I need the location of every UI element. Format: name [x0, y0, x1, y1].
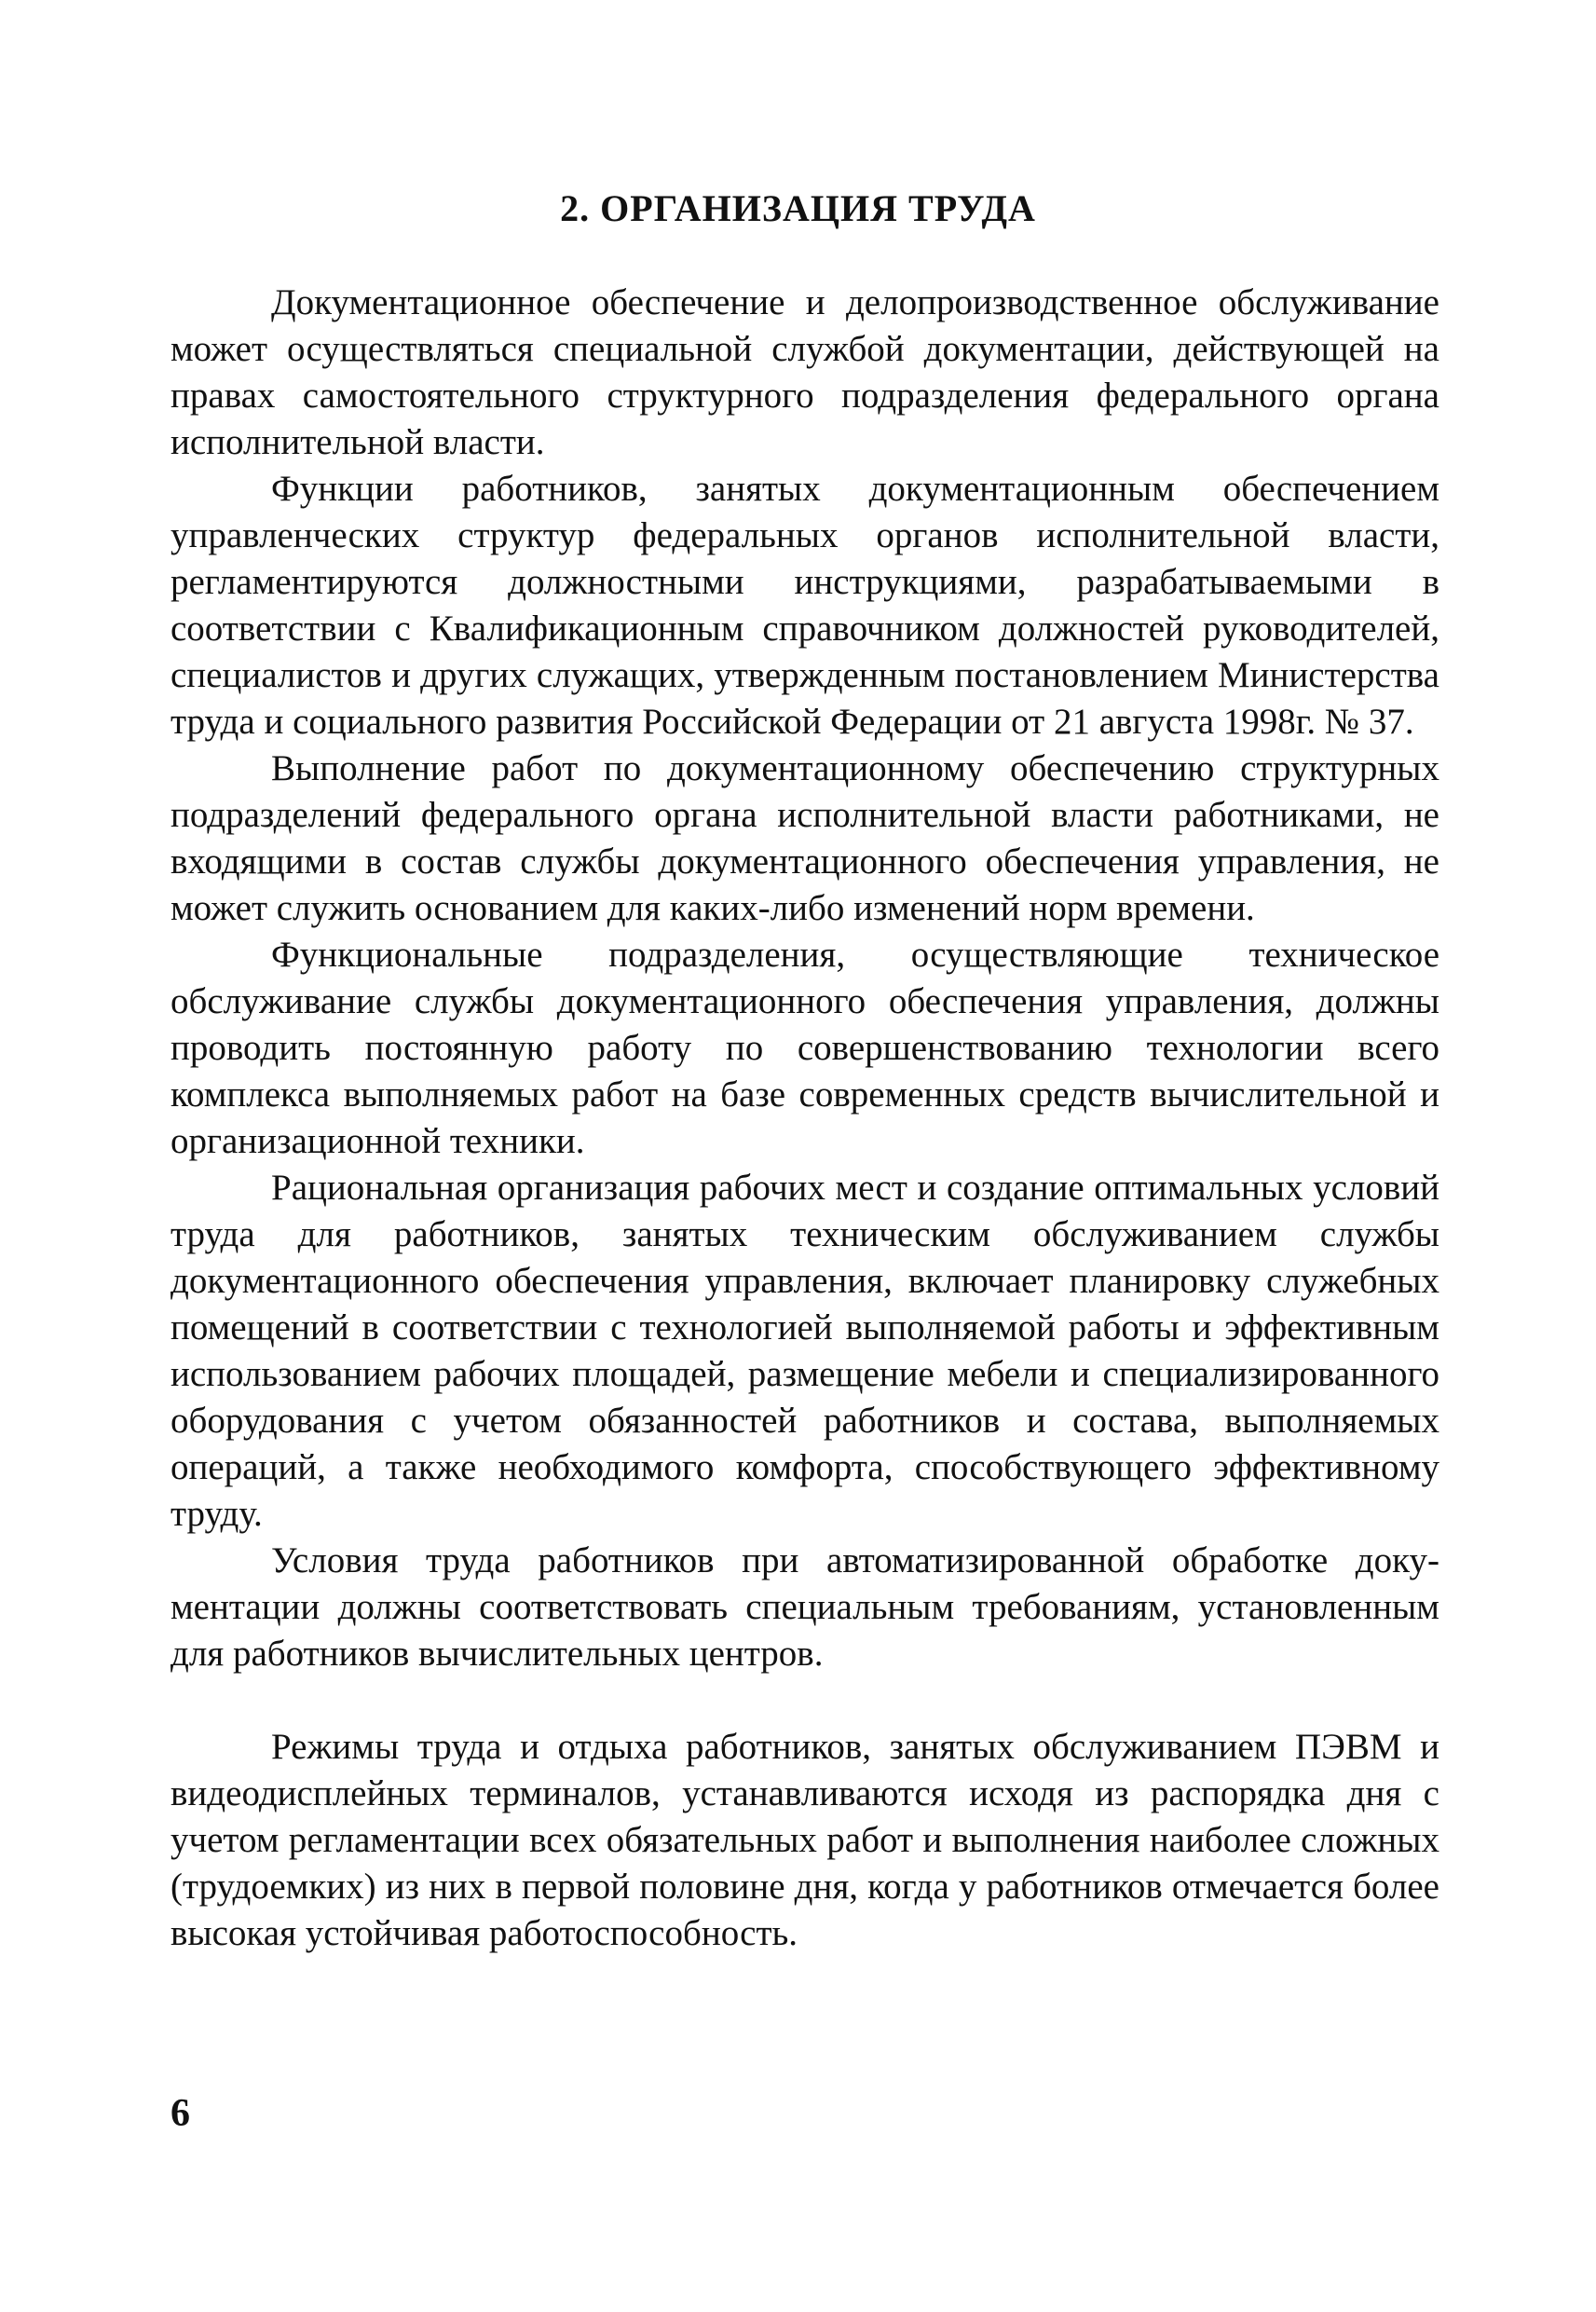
paragraph-functional-units: Функциональные подразделения, осуществляющие техническое обслуживание службы документационного обеспечения управления, должны проводить постоянную работу по совершенствованию технологии всего комплекса выполняемых работ на базе современных средств вычислительной и организационной техники. — [171, 935, 1439, 1161]
paragraph-workplace-organization: Рациональная организация рабочих мест и создание оптимальных условий труда для работников, занятых техническим обслуживанием службы документационного обеспечения управления, включает планировку служебных помещений в соответствии с технологией выполняемой работы и эффективным использованием рабочих площадей, размещение мебели и специализированного оборудования с учетом обязанностей работников и состава, выполняемых операций, а также необходимого комфорта, способствующего эффективному труду. — [171, 1168, 1439, 1534]
paragraph-automated-processing: Условия труда работников при автоматизированной обработке документации должны соответствовать специальным требованиям, установленным для работников вычислительных центров. — [171, 1540, 1439, 1674]
paragraph-spacer — [171, 1677, 1439, 1724]
body-text — [171, 280, 1439, 1957]
paragraph-documentation-service: Документационное обеспечение и делопроизводственное обслуживание может осуществляться специальной службой документации, действующей на правах самостоятельного структурного подразделения федерального органа исполнительной власти. — [171, 282, 1439, 462]
paragraph-work-rest-regime: Режимы труда и отдыха работников, занятых обслуживанием ПЭВМ и видеодисплейных терминалов, устанавливаются исходя из распорядка дня с учетом регламентации всех обязательных работ и выполнения наиболее сложных (трудоемких) из них в первой половине дня, когда у работников отмечается более высокая устойчивая работоспособность. — [171, 1727, 1439, 1953]
section-heading: 2. ОРГАНИЗАЦИЯ ТРУДА — [560, 187, 1036, 229]
paragraph-work-by-others: Выполнение работ по документационному обеспечению структурных подразделений федерального органа исполнительной власти работниками, не входящими в состав службы документационного обеспечения управления, не может служить основанием для каких-либо изменений норм времени. — [171, 748, 1439, 928]
paragraph-employee-functions: Функции работников, занятых документационным обеспечением управленческих структур федеральных органов исполнительной власти, регламентируются должностными инструкциями, разрабатываемыми в соответствии с Квалификационным справочником должностей руководителей, специалистов и других служащих, утвержденным постановлением Министерства труда и социального развития Российской Федерации от 21 августа 1998г. № 37. — [171, 469, 1439, 742]
page-number: 6 — [171, 2092, 190, 2135]
